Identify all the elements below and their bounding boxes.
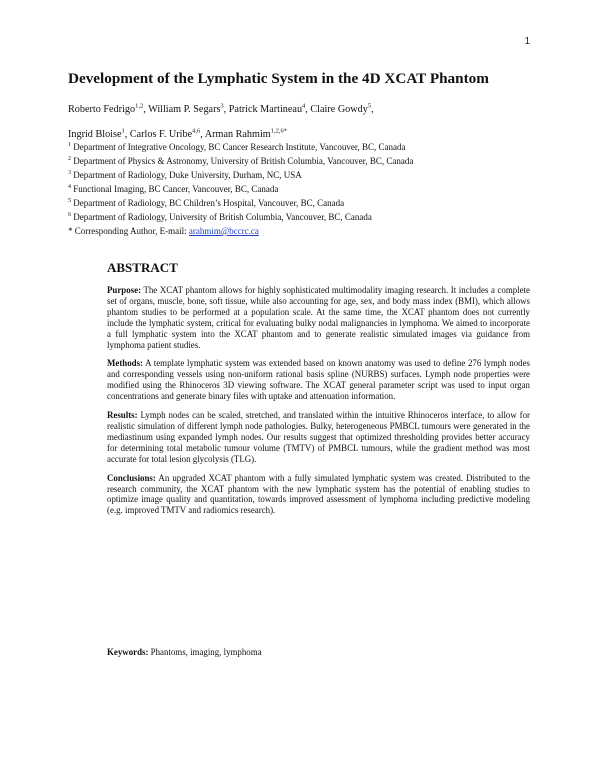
author: Roberto Fedrigo$^{1,2}$, xyxy=(68,103,149,116)
author: Arman Rahmim$^{1,2,6*}$ xyxy=(204,127,287,140)
author: Ingrid Bloise$^1$, xyxy=(68,127,130,140)
email-link[interactable]: arahmim@bccrc.ca xyxy=(188,226,259,236)
abstract-purpose: Purpose: The XCAT phantom allows for highly sophisticated multimodality imaging research. It includes a complete set of organs, muscle, bone, soft tissue, while also accounting for age, sex, and body mass index (BMI), which allows phantom studies to be performed at a population scale. At the same time, the XCAT phantom does not currently include the lymphatic system, critical for evaluating bulky nodal malignancies in lymphoma. We aimed to incorporate a full lymphatic system into the XCAT phantom and to generate realistic simulated images via guidance from lymphoma patient studies. xyxy=(107,285,530,350)
abstract-conclusions: Conclusions: An upgraded XCAT phantom with a fully simulated lymphatic system was created. Distributed to the research community, the XCAT phantom with the new lymphatic system has the potential of enabling studies to optimize image quality and quantitation, towards improved assessment of lymphoma including predictive modeling (e.g. improved TMTV and radiomics research). xyxy=(107,472,530,516)
author: Claire Gowdy$^5$, xyxy=(310,103,374,116)
affiliation: $^1$ Department of Integrative Oncology, BC Cancer Research Institute, Vancouver, BC, Canada xyxy=(68,142,406,152)
affiliation: $^3$ Department of Radiology, Duke University, Durham, NC, USA xyxy=(68,170,302,181)
paper-title: Development of the Lymphatic System in the 4D XCAT Phantom xyxy=(68,70,489,87)
abstract-methods: Methods: A template lymphatic system was extended based on known anatomy was used to define 276 lymph nodes and corresponding vessels using non-uniform rational basis spline (NURBS) surfaces. Lymph node properties were modified using the Rhinoceros 3D viewing software. The XCAT general parameter script was used to input organ concentrations and generate binary files with uptake and attenuation information. xyxy=(107,358,530,402)
author-list xyxy=(68,96,538,145)
abstract-heading: ABSTRACT xyxy=(107,260,178,275)
affiliation-list xyxy=(68,139,548,224)
affiliation: $^2$ Department of Physics & Astronomy, University of British Columbia, Vancouver, BC, Canada xyxy=(68,156,414,167)
affiliation: $^6$ Department of Radiology, University of British Columbia, Vancouver, BC, Canada xyxy=(68,212,372,223)
corresponding-author: * Corresponding Author, E-mail: arahmim@bccrc.ca xyxy=(68,226,259,236)
affiliation: $^4$ Functional Imaging, BC Cancer, Vancouver, BC, Canada xyxy=(68,184,279,195)
author: William P. Segars$^3$, xyxy=(148,103,229,116)
author: Patrick Martineau$^4$, xyxy=(228,103,311,116)
abstract-body xyxy=(107,285,530,524)
page-number: 1 xyxy=(524,36,530,47)
affiliation: $^5$ Department of Radiology, BC Children’s Hospital, Vancouver, BC, Canada xyxy=(68,198,345,209)
author: Carlos F. Uribe$^{4,6}$, xyxy=(129,127,205,140)
abstract-results: Results: Lymph nodes can be scaled, stretched, and translated within the intuitive Rhinoceros interface, to allow for realistic simulation of different lymph node pathologies. Bulky, heterogeneous PMBCL tumours were generated in the mediastinum using expanded lymph nodes. Our results suggest that optimized thresholding provides better accuracy for determining total metabolic tumour volume (TMTV) of PMBCL tumours, while the gradient method was most accurate for total lesion glycolysis (TLG). xyxy=(107,410,530,464)
keywords: Keywords: Phantoms, imaging, lymphoma xyxy=(107,647,262,657)
